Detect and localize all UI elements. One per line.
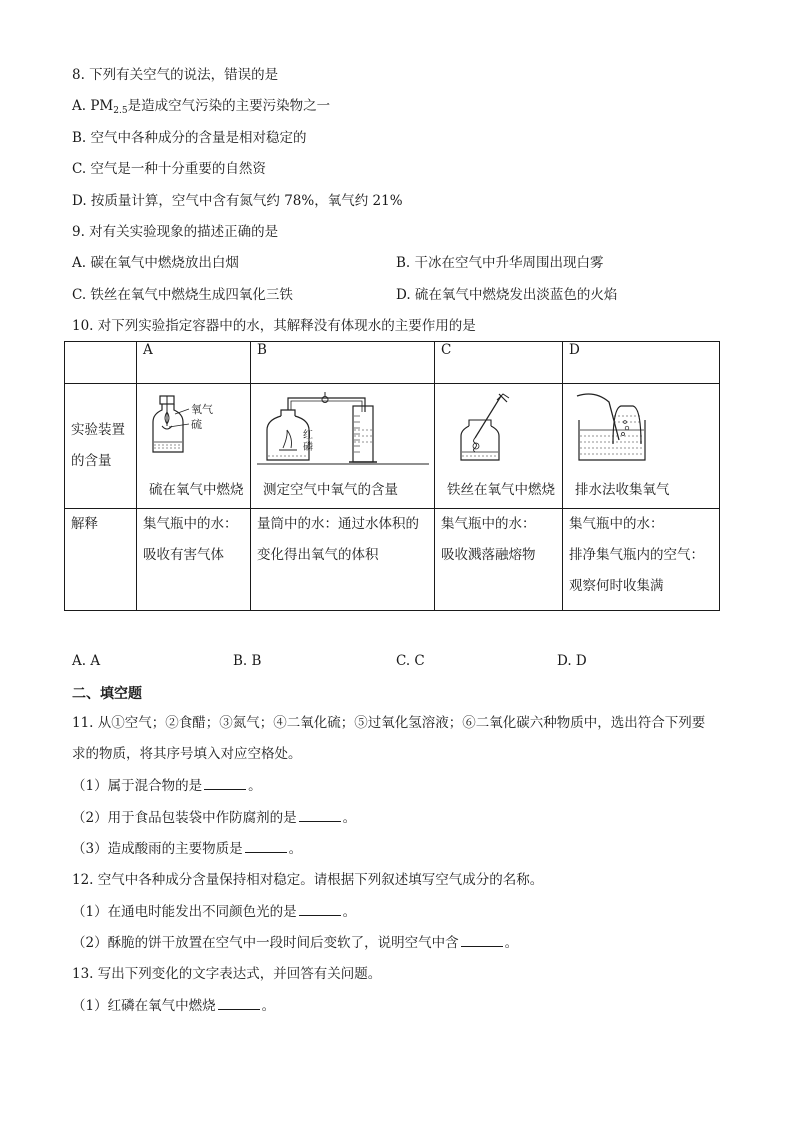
q12-part-1 <box>72 902 356 922</box>
q11-part-3-text: （3）造成酸雨的主要物质是 <box>72 841 243 857</box>
q10-cell-b <box>251 384 435 509</box>
answer-blank[interactable] <box>245 839 287 853</box>
q10-caption-b: 测定空气中氧气的含量 <box>263 482 398 498</box>
q10-apparatus-row <box>65 384 720 509</box>
q10-explanation-row <box>65 509 720 611</box>
q10-header-row <box>65 342 720 384</box>
answer-blank[interactable] <box>299 808 341 822</box>
q10-header-empty <box>65 342 137 384</box>
q10-option-c: C. C <box>396 653 425 669</box>
q12-part-1-end: 。 <box>342 904 357 920</box>
q8-a-prefix: A. PM <box>72 98 114 114</box>
q10-caption-d: 排水法收集氧气 <box>575 482 670 498</box>
label-oxygen: 氧气 <box>191 403 213 416</box>
q11-part-3-end: 。 <box>288 841 303 857</box>
answer-blank[interactable] <box>461 933 503 947</box>
label-sulfur: 硫 <box>191 418 202 431</box>
explain-a-line-2: 吸收有害气体 <box>143 547 224 563</box>
iron-wire-burning-figure <box>455 390 515 464</box>
explain-b-line-2: 变化得出氧气的体积 <box>257 547 379 563</box>
q13-stem: 13. 写出下列变化的文字表达式，并回答有关问题。 <box>72 966 382 982</box>
water-displacement-collection-figure <box>575 390 651 464</box>
q12-part-2-text: （2）酥脆的饼干放置在空气中一段时间后变软了，说明空气中含 <box>72 935 459 951</box>
q10-row-label-apparatus <box>65 384 137 509</box>
q10-caption-c: 铁丝在氧气中燃烧 <box>447 482 555 498</box>
explain-b-line-1: 量筒中的水：通过水体积的 <box>257 516 419 532</box>
q11-part-1 <box>72 776 262 796</box>
q10-cell-d <box>563 384 720 509</box>
q8-option-a <box>72 96 330 121</box>
answer-blank[interactable] <box>299 902 341 916</box>
explain-a-line-1: 集气瓶中的水： <box>143 516 238 532</box>
sulfur-burning-flask-figure <box>149 390 221 460</box>
q8-a-suffix: 是造成空气污染的主要污染物之一 <box>127 98 331 114</box>
q10-explain-d <box>563 509 720 611</box>
section-title: 二、填空题 <box>72 686 142 702</box>
q9-option-b: B. 干冰在空气中升华周围出现白雾 <box>396 255 604 271</box>
q11-part-1-end: 。 <box>248 778 262 794</box>
q10-cell-c <box>435 384 563 509</box>
q12-stem: 12. 空气中各种成分含量保持相对稳定。请根据下列叙述填写空气成分的名称。 <box>72 872 544 888</box>
q10-header-b: B <box>251 342 435 384</box>
q12-part-2-end: 。 <box>504 935 519 951</box>
q12-part-2 <box>72 933 518 953</box>
q10-option-b: B. B <box>233 653 262 669</box>
q10-option-a: A. A <box>72 653 101 669</box>
q8-option-c: C. 空气是一种十分重要的自然资 <box>72 161 266 177</box>
q8-a-subscript: 2.5 <box>113 106 128 116</box>
explain-d-line-2: 排净集气瓶内的空气： <box>569 547 704 563</box>
q9-option-c: C. 铁丝在氧气中燃烧生成四氧化三铁 <box>72 287 293 303</box>
q11-part-2 <box>72 808 356 828</box>
q8-option-b: B. 空气中各种成分的含量是相对稳定的 <box>72 130 307 146</box>
answer-blank[interactable] <box>204 776 246 790</box>
answer-blank[interactable] <box>218 996 260 1010</box>
q10-explain-a <box>137 509 251 611</box>
explain-c-line-1: 集气瓶中的水： <box>441 516 536 532</box>
explain-d-line-3: 观察何时收集满 <box>569 578 664 594</box>
q10-header-d: D <box>563 342 720 384</box>
q11-part-1-text: （1）属于混合物的是 <box>72 778 203 794</box>
explain-label: 解释 <box>71 516 98 532</box>
q11-stem-line-2: 求的物质，将其序号填入对应空格处。 <box>72 746 302 762</box>
q10-stem: 10. 对下列实验指定容器中的水，其解释没有体现水的主要作用的是 <box>72 318 476 334</box>
label-red: 红 <box>303 430 313 441</box>
q13-part-1-text: （1）红磷在氧气中燃烧 <box>72 998 216 1014</box>
q10-row-label-explain <box>65 509 137 611</box>
q11-part-2-text: （2）用于食品包装袋中作防腐剂的是 <box>72 810 297 826</box>
q8-option-d: D. 按质量计算，空气中含有氮气约 78%，氧气约 21% <box>72 193 403 209</box>
q13-part-1 <box>72 996 275 1016</box>
q8-stem: 8. 下列有关空气的说法，错误的是 <box>72 67 279 83</box>
q10-header-c: C <box>435 342 563 384</box>
row-label-line-2: 的含量 <box>71 453 112 469</box>
q9-stem: 9. 对有关实验现象的描述正确的是 <box>72 224 279 240</box>
explain-c-line-2: 吸收溅落融熔物 <box>441 547 536 563</box>
q10-explain-c <box>435 509 563 611</box>
q11-part-3 <box>72 839 302 859</box>
q10-explain-b <box>251 509 435 611</box>
q13-part-1-end: 。 <box>261 998 276 1014</box>
q10-cell-a <box>137 384 251 509</box>
q11-stem-line-1: 11. 从①空气；②食醋；③氮气；④二氧化硫；⑤过氧化氢溶液；⑥二氧化碳六种物质中，选出符合下列要 <box>72 715 706 731</box>
q11-part-2-end: 。 <box>342 810 357 826</box>
phosphorus-oxygen-measurement-figure <box>257 390 429 468</box>
q12-part-1-text: （1）在通电时能发出不同颜色光的是 <box>72 904 297 920</box>
q10-option-d: D. D <box>557 653 587 669</box>
q10-header-a: A <box>137 342 251 384</box>
q9-option-d: D. 硫在氧气中燃烧发出淡蓝色的火焰 <box>396 287 618 303</box>
q9-option-a: A. 碳在氧气中燃烧放出白烟 <box>72 255 239 271</box>
row-label-line-1: 实验装置 <box>71 422 125 438</box>
explain-d-line-1: 集气瓶中的水： <box>569 516 664 532</box>
q10-table <box>64 341 720 611</box>
q10-caption-a: 硫在氧气中燃烧 <box>149 482 244 498</box>
label-phosphorus: 磷 <box>303 442 313 453</box>
